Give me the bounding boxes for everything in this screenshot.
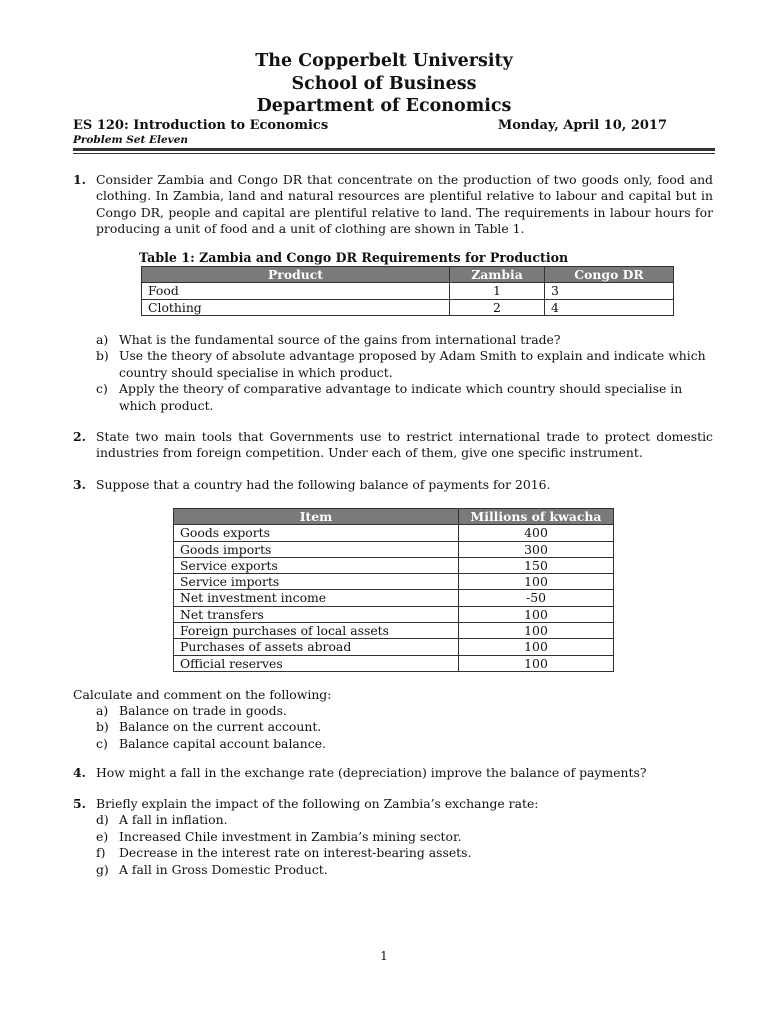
course-name: ES 120: Introduction to Economics (73, 118, 329, 133)
sub-question-label: b) (96, 348, 109, 364)
table-1-caption: Table 1: Zambia and Congo DR Requirements for Production (139, 250, 569, 265)
header-divider-thin (73, 153, 715, 154)
table-row (174, 623, 614, 639)
document-date: Monday, April 10, 2017 (497, 118, 667, 133)
table-cell: 2 (450, 299, 545, 315)
sub-question-text: Apply the theory of comparative advantage to indicate which country should specialise in which product. (119, 381, 683, 413)
sub-question (96, 348, 713, 381)
table-cell: 100 (459, 623, 614, 639)
balance-of-payments-table (173, 508, 614, 672)
table-cell: Clothing (142, 299, 450, 315)
column-header: Millions of kwacha (459, 509, 614, 525)
sub-question-label: d) (96, 812, 109, 828)
sub-question (96, 332, 713, 348)
department-title: Department of Economics (256, 96, 512, 116)
sub-question-text: Balance capital account balance. (119, 735, 326, 751)
course-line (73, 118, 667, 134)
sub-question (96, 703, 713, 719)
table-cell: Goods imports (174, 541, 459, 557)
table-row (174, 541, 614, 557)
table-cell: 100 (459, 574, 614, 590)
question-number: 2. (73, 429, 86, 444)
question-3-subitems (73, 703, 713, 752)
question-1 (73, 172, 713, 238)
column-header: Item (174, 509, 459, 525)
question-number: 4. (73, 765, 86, 780)
table-cell: Net investment income (174, 590, 459, 606)
sub-question-label: e) (96, 828, 109, 844)
sub-question (96, 845, 713, 861)
school-title: School of Business (291, 73, 477, 94)
table-cell: Net transfers (174, 606, 459, 622)
table-cell: Purchases of assets abroad (174, 639, 459, 655)
sub-question (96, 719, 713, 735)
problem-set-label: Problem Set Eleven (73, 134, 189, 146)
page-number: 1 (380, 949, 388, 963)
sub-question-text: A fall in inflation. (119, 812, 228, 828)
table-cell: 3 (545, 283, 674, 299)
table-cell: Foreign purchases of local assets (174, 623, 459, 639)
table-row (174, 606, 614, 622)
question-3 (73, 477, 713, 493)
question-number: 5. (73, 796, 86, 811)
question-text: Briefly explain the impact of the following on Zambia’s exchange rate: (96, 796, 539, 811)
sub-question-label: c) (96, 381, 108, 397)
sub-question-label: a) (96, 332, 109, 347)
university-title: The Copperbelt University (255, 51, 513, 71)
table-row (174, 525, 614, 541)
sub-question-label: c) (96, 735, 108, 751)
sub-question (96, 829, 713, 845)
table-cell: Service imports (174, 574, 459, 590)
table-cell: 150 (459, 557, 614, 573)
table-cell: 1 (450, 283, 545, 299)
question-2 (73, 429, 713, 462)
sub-question-label: a) (96, 703, 109, 718)
table-cell: 4 (545, 299, 674, 315)
table-cell: Official reserves (174, 655, 459, 671)
table-row (174, 590, 614, 606)
production-requirements-table (141, 266, 674, 316)
calculate-intro: Calculate and comment on the following: (73, 687, 332, 702)
question-text: Consider Zambia and Congo DR that concentrate on the production of two goods only, food and clothing. In Zambia, land and natural resources are plentiful relative to labour and capital but in Congo DR, people and capital are plentiful relative to land. The requirements in labour hours for producing a unit of food and a unit of clothing are shown in Table 1. (96, 172, 713, 237)
column-header: Congo DR (545, 267, 674, 283)
table-header-row (174, 509, 614, 525)
sub-question-text: What is the fundamental source of the gains from international trade? (119, 332, 561, 347)
column-header: Product (142, 267, 450, 283)
sub-question (96, 736, 713, 752)
sub-question-text: Decrease in the interest rate on interest-bearing assets. (119, 845, 472, 861)
question-4 (73, 765, 713, 781)
table-cell: 300 (459, 541, 614, 557)
question-number: 1. (73, 172, 86, 187)
sub-question (96, 812, 713, 828)
table-row (174, 639, 614, 655)
question-5 (73, 796, 713, 878)
table-cell: Food (142, 283, 450, 299)
sub-question-label: f) (96, 845, 106, 861)
sub-question-label: g) (96, 861, 109, 877)
sub-question-label: b) (96, 719, 109, 735)
question-text: Suppose that a country had the following balance of payments for 2016. (96, 477, 551, 492)
table-cell: Service exports (174, 557, 459, 573)
sub-question (96, 381, 713, 414)
document-title-block (0, 50, 768, 118)
table-cell: 100 (459, 606, 614, 622)
table-row (174, 655, 614, 671)
sub-question-text: Use the theory of absolute advantage proposed by Adam Smith to explain and indicate which country should specialise in which product. (119, 348, 706, 380)
header-divider-thick (73, 148, 715, 151)
table-cell: 100 (459, 639, 614, 655)
column-header: Zambia (450, 267, 545, 283)
table-cell: Goods exports (174, 525, 459, 541)
sub-question-text: A fall in Gross Domestic Product. (119, 861, 328, 877)
table-row (174, 557, 614, 573)
sub-question-text: Increased Chile investment in Zambia’s mining sector. (119, 828, 462, 844)
question-text: How might a fall in the exchange rate (depreciation) improve the balance of payments? (96, 765, 647, 780)
sub-question-text: Balance on trade in goods. (119, 703, 287, 718)
table-cell: 400 (459, 525, 614, 541)
table-row (142, 299, 674, 315)
question-1-subitems (73, 332, 713, 414)
table-row (142, 283, 674, 299)
sub-question-text: Balance on the current account. (119, 719, 322, 735)
table-cell: 100 (459, 655, 614, 671)
question-number: 3. (73, 477, 86, 492)
sub-question (96, 862, 713, 878)
question-text: State two main tools that Governments use to restrict international trade to protect domestic industries from foreign competition. Under each of them, give one specific instrument. (96, 429, 713, 461)
table-header-row (142, 267, 674, 283)
table-cell: -50 (459, 590, 614, 606)
table-row (174, 574, 614, 590)
